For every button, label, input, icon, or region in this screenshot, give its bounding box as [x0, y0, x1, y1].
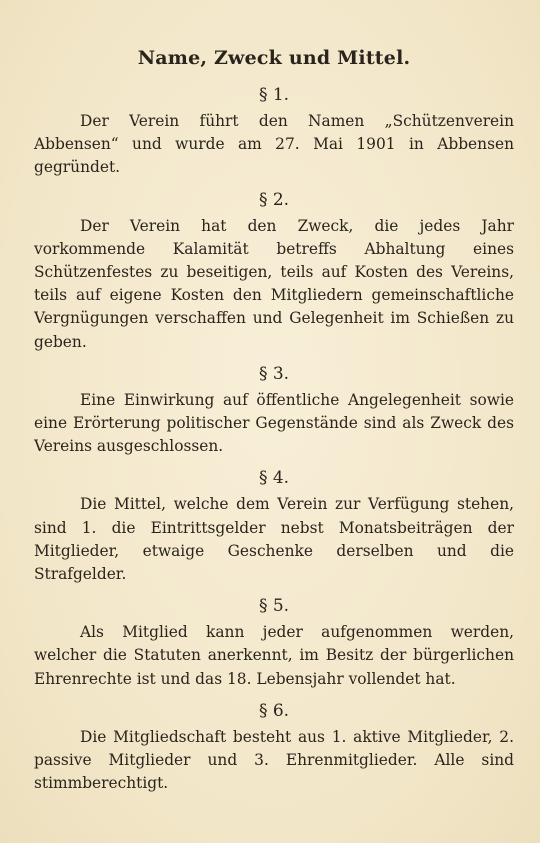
section-4-mark: § 4. [258, 468, 290, 489]
page-heading: Name, Zweck und Mittel. [137, 47, 411, 69]
section-5-text: Als Mitglied kann jeder aufgenommen werden, welcher die Statuten anerkennt, im Besitz der bürgerlichen Ehrenrechte ist und das 18. Lebensjahr vollendet hat. [34, 623, 514, 688]
section-2-text: Der Verein hat den Zweck, die jedes Jahr vorkommende Kalamität betreffs Abhaltung eines Schützenfestes zu beseitigen, teils auf Kosten des Vereins, teils auf eigene Kosten den Mitgliedern gemeinschaftliche Vergnügungen verschaffen und Gelegenheit im Schießen zu geben. [34, 216, 514, 351]
section-6-mark: § 6. [258, 700, 290, 721]
section-5-mark: § 5. [258, 596, 290, 617]
section-1-text: Der Verein führt den Namen „Schützenverein Abbensen“ und wurde am 27. Mai 1901 in Abbensen gegründet. [34, 112, 514, 177]
section-6-text: Die Mitgliedschaft besteht aus 1. aktive Mitglieder, 2. passive Mitglieder und 3. Ehrenmitglieder. Alle sind stimmberechtigt. [34, 727, 514, 793]
section-3-text: Eine Einwirkung auf öffentliche Angelegenheit sowie eine Erörterung politischer Gegenstände sind als Zweck des Vereins ausgeschlossen. [34, 390, 514, 456]
section-2-mark: § 2. [258, 189, 290, 210]
section-3-mark: § 3. [258, 363, 290, 384]
section-4-text: Die Mittel, welche dem Verein zur Verfügung stehen, sind 1. die Eintrittsgelder nebst Monatsbeiträgen der Mitglieder, etwaige Geschenke derselben und die Strafgelder. [34, 495, 514, 584]
section-1-mark: § 1. [258, 85, 290, 105]
